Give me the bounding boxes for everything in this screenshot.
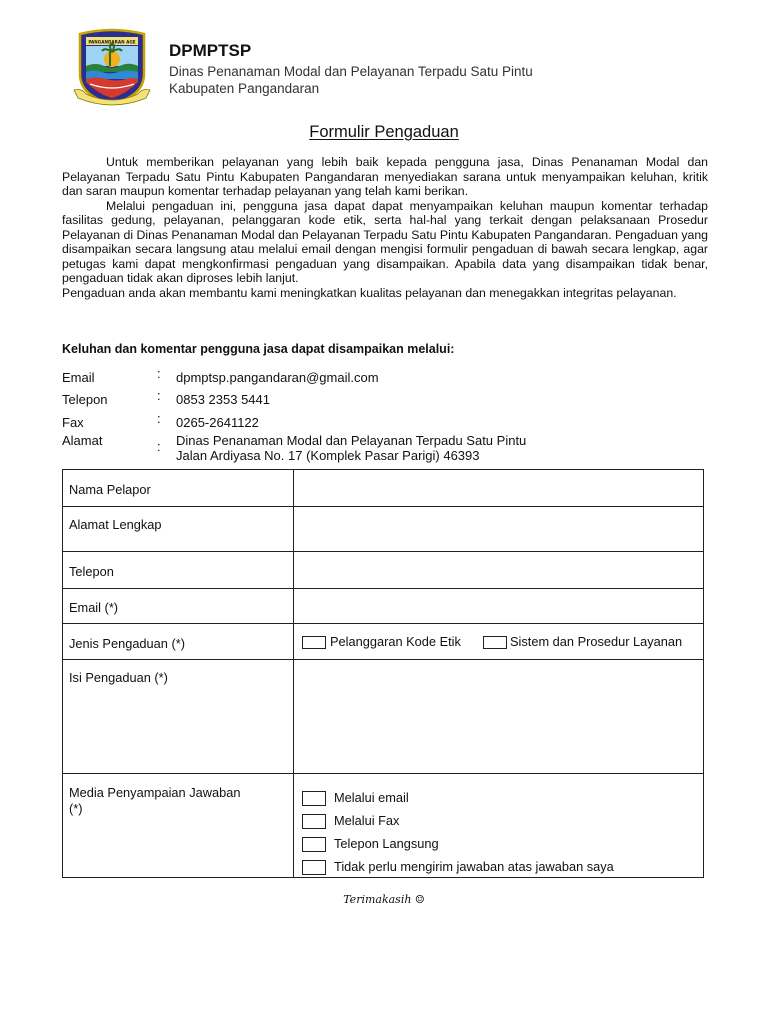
form-row-email: [63, 589, 704, 624]
thank-you-note: Terimakasih ☺: [343, 893, 425, 906]
form-row-complaint-content: [63, 660, 704, 774]
email-field-label: Email (*): [69, 600, 119, 615]
option-label: Telepon Langsung: [334, 836, 439, 851]
email-field[interactable]: [294, 589, 704, 624]
complaint-type-option[interactable]: [483, 634, 682, 649]
complaint-type-option[interactable]: [302, 634, 461, 649]
contact-address-value: [176, 433, 526, 463]
svg-text:PANGANDARAN AGE: PANGANDARAN AGE: [88, 39, 136, 45]
response-media-cell: [63, 774, 294, 878]
phone-field-label: Telepon: [69, 564, 114, 579]
reporter-name-label: Nama Pelapor: [69, 482, 151, 497]
response-media-label-line-1: Media Penyampaian Jawaban: [69, 785, 241, 800]
full-address-cell: [63, 507, 294, 552]
reporter-name-field[interactable]: [294, 470, 704, 507]
kabupaten-logo-icon: [72, 28, 152, 106]
complaint-content-cell: [63, 660, 294, 774]
checkbox-icon[interactable]: [302, 636, 326, 649]
complaint-type-cell: [63, 624, 294, 660]
complaint-type-label: Jenis Pengaduan (*): [69, 636, 185, 651]
checkbox-icon[interactable]: [302, 791, 326, 806]
organization-abbreviation: DPMPTSP: [169, 41, 252, 60]
full-address-label: Alamat Lengkap: [69, 517, 162, 532]
complaint-type-options: [294, 624, 704, 660]
address-colon: :: [157, 439, 161, 454]
intro-paragraph: Melalui pengaduan ini, pengguna jasa dapat dapat menyampaikan keluhan maupun komentar terhadap fasilitas gedung, pelayanan, pelanggaran kode etik, serta hal-hal yang terkait dengan pelaksanaan Prosedur Pelayanan di Dinas Penanaman Modal dan Pelayanan Terpadu Satu Pintu Kabupaten Pangandaran. Pengaduan yang disampaikan secara langsung atau melalui email dengan mengisi formulir pengaduan di bawah secara lengkap, agar petugas kami dapat mengkonfirmasi pengaduan yang disampaikan. Apabila data yang disampaikan tidak benar, pengaduan tidak akan diproses lebih lanjut.: [62, 198, 708, 285]
form-row-complaint-type: [63, 624, 704, 660]
intro-paragraph: Pengaduan anda akan membantu kami meningkatkan kualitas pelayanan dan menegakkan integritas pelayanan.: [62, 285, 677, 300]
contact-heading: Keluhan dan komentar pengguna jasa dapat disampaikan melalui:: [62, 342, 455, 356]
address-label: Alamat: [62, 433, 103, 448]
fax-label: Fax: [62, 415, 84, 430]
phone-field[interactable]: [294, 552, 704, 589]
address-line-2: Jalan Ardiyasa No. 17 (Komplek Pasar Parigi) 46393: [176, 448, 480, 463]
form-row-response-media: [63, 774, 704, 878]
option-label: Melalui Fax: [334, 813, 400, 828]
contact-phone-value: 0853 2353 5441: [176, 392, 270, 407]
contact-fax-value: 0265-2641122: [176, 415, 259, 430]
checkbox-icon[interactable]: [302, 860, 326, 875]
complaint-form-table: [62, 469, 704, 878]
response-media-options: [294, 774, 704, 878]
phone-label: Telepon: [62, 392, 108, 407]
option-label: Sistem dan Prosedur Layanan: [510, 634, 683, 649]
option-label: Melalui email: [334, 790, 409, 805]
phone-colon: :: [157, 388, 161, 403]
fax-colon: :: [157, 411, 161, 426]
option-label: Tidak perlu mengirim jawaban atas jawaban saya: [334, 859, 614, 874]
checkbox-icon[interactable]: [483, 636, 507, 649]
response-media-option[interactable]: [302, 859, 614, 875]
intro-text: [62, 155, 708, 300]
response-media-option[interactable]: [302, 790, 409, 806]
response-media-label-line-2: (*): [69, 801, 83, 816]
checkbox-icon[interactable]: [302, 814, 326, 829]
form-row-phone: [63, 552, 704, 589]
email-label: Email: [62, 370, 95, 385]
response-media-option[interactable]: [302, 836, 439, 852]
contact-email-value: dpmptsp.pangandaran@gmail.com: [176, 370, 379, 385]
form-title-text: Formulir Pengaduan: [309, 123, 459, 141]
form-row-reporter-name: [63, 470, 704, 507]
intro-paragraph: Untuk memberikan pelayanan yang lebih baik kepada pengguna jasa, Dinas Penanaman Modal dan Pelayanan Terpadu Satu Pintu Kabupaten Pangandaran menyediakan sarana untuk menyampaikan keluhan, kritik dan saran maupun komentar terhadap pelayanan yang telah kami berikan.: [62, 155, 708, 198]
option-label: Pelanggaran Kode Etik: [330, 634, 461, 649]
organization-region: Kabupaten Pangandaran: [169, 81, 320, 96]
address-line-1: Dinas Penanaman Modal dan Pelayanan Terpadu Satu Pintu: [176, 433, 527, 448]
email-colon: :: [157, 366, 161, 381]
full-address-field[interactable]: [294, 507, 704, 552]
form-row-full-address: [63, 507, 704, 552]
response-media-label: [69, 785, 240, 817]
reporter-name-cell: [63, 470, 294, 507]
checkbox-icon[interactable]: [302, 837, 326, 852]
email-cell: [63, 589, 294, 624]
complaint-content-label: Isi Pengaduan (*): [69, 670, 168, 685]
form-title: [0, 123, 768, 142]
response-media-option[interactable]: [302, 813, 399, 829]
phone-cell: [63, 552, 294, 589]
complaint-content-field[interactable]: [294, 660, 704, 774]
organization-name: Dinas Penanaman Modal dan Pelayanan Terpadu Satu Pintu: [169, 64, 533, 79]
